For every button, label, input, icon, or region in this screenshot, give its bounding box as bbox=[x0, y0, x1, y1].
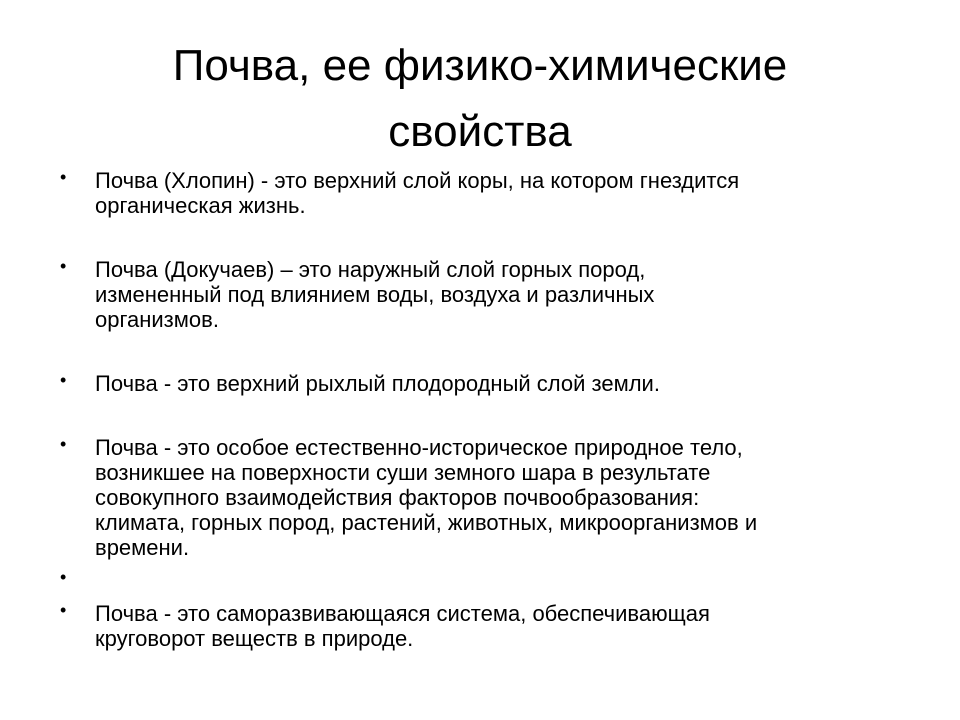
bullet-item bbox=[60, 168, 920, 218]
bullet-item bbox=[60, 435, 920, 560]
bullet-text-line: органическая жизнь. bbox=[95, 193, 306, 218]
bullet-icon: • bbox=[60, 434, 67, 454]
slide-title-line: свойства bbox=[388, 107, 572, 157]
bullet-icon: • bbox=[60, 600, 67, 620]
bullet-icon: • bbox=[60, 167, 67, 187]
bullet-icon: • bbox=[60, 370, 67, 390]
bullet-item bbox=[60, 371, 920, 396]
bullet-text-line: климата, горных пород, растений, животных, микроорганизмов и bbox=[95, 510, 758, 535]
slide-title bbox=[60, 33, 900, 165]
bullet-text-line: Почва (Хлопин) - это верхний слой коры, на котором гнездится bbox=[95, 168, 740, 193]
bullet-text-line: времени. bbox=[95, 535, 190, 560]
bullet-list bbox=[60, 168, 920, 690]
bullet-text-line: круговорот веществ в природе. bbox=[95, 626, 414, 651]
bullet-text-line: Почва - это верхний рыхлый плодородный слой земли. bbox=[95, 371, 660, 396]
bullet-text-line: Почва - это особое естественно-историческое природное тело, bbox=[95, 435, 743, 460]
bullet-text-line: Почва (Докучаев) – это наружный слой горных пород, bbox=[95, 257, 646, 282]
slide-title-line: Почва, ее физико-химические bbox=[172, 41, 788, 91]
bullet-item bbox=[60, 257, 920, 332]
bullet-text-line: организмов. bbox=[95, 307, 219, 332]
bullet-icon: • bbox=[60, 256, 67, 276]
bullet-text-line: совокупного взаимодействия факторов почвообразования: bbox=[95, 485, 700, 510]
bullet-icon: • bbox=[60, 567, 67, 587]
bullet-text-line: Почва - это саморазвивающаяся система, обеспечивающая bbox=[95, 601, 710, 626]
bullet-item-empty bbox=[60, 568, 920, 593]
bullet-text-line: возникшее на поверхности суши земного шара в результате bbox=[95, 460, 711, 485]
bullet-item bbox=[60, 601, 920, 651]
bullet-text-line: измененный под влиянием воды, воздуха и различных bbox=[95, 282, 655, 307]
